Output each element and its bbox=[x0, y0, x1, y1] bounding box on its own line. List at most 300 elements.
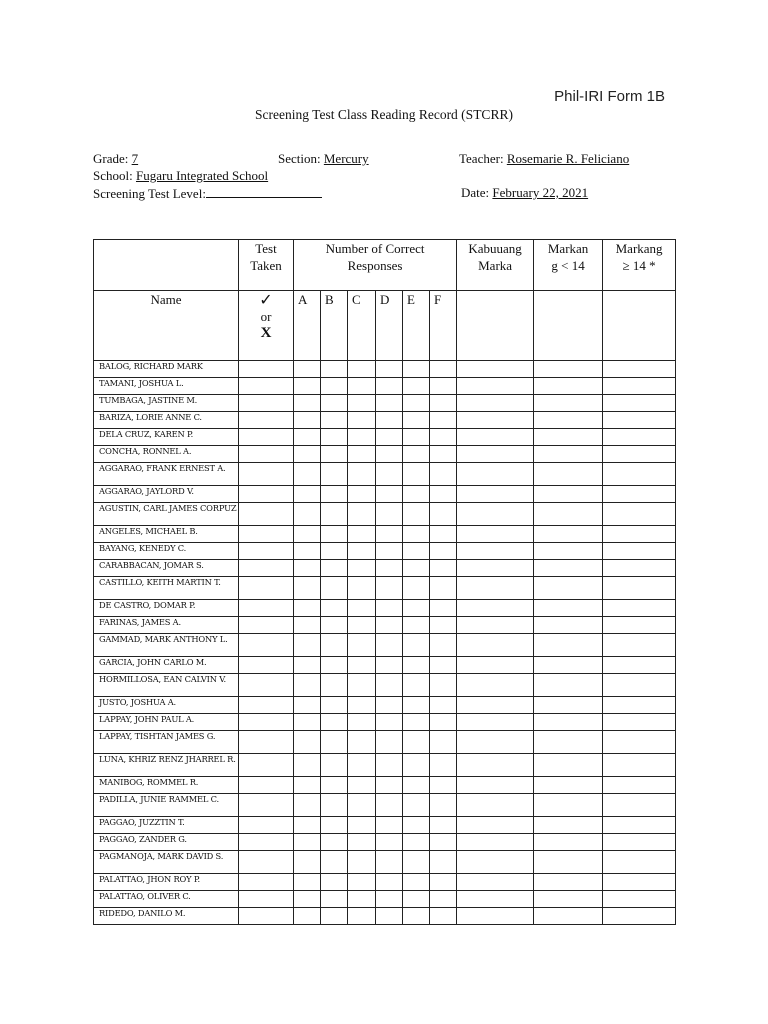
response-a-cell[interactable] bbox=[294, 543, 321, 560]
score-14-plus-cell[interactable] bbox=[603, 817, 676, 834]
response-a-cell[interactable] bbox=[294, 634, 321, 657]
response-c-cell[interactable] bbox=[348, 463, 376, 486]
score-14-plus-cell[interactable] bbox=[603, 577, 676, 600]
test-taken-cell[interactable] bbox=[239, 908, 294, 925]
response-c-cell[interactable] bbox=[348, 378, 376, 395]
response-b-cell[interactable] bbox=[321, 446, 348, 463]
total-score-cell[interactable] bbox=[457, 851, 534, 874]
score-14-plus-cell[interactable] bbox=[603, 714, 676, 731]
response-f-cell[interactable] bbox=[430, 777, 457, 794]
response-d-cell[interactable] bbox=[376, 657, 403, 674]
test-taken-cell[interactable] bbox=[239, 395, 294, 412]
response-f-cell[interactable] bbox=[430, 891, 457, 908]
response-b-cell[interactable] bbox=[321, 412, 348, 429]
total-score-cell[interactable] bbox=[457, 891, 534, 908]
score-below-14-cell[interactable] bbox=[534, 361, 603, 378]
response-d-cell[interactable] bbox=[376, 874, 403, 891]
response-e-cell[interactable] bbox=[403, 754, 430, 777]
response-e-cell[interactable] bbox=[403, 577, 430, 600]
score-14-plus-cell[interactable] bbox=[603, 908, 676, 925]
score-14-plus-cell[interactable] bbox=[603, 361, 676, 378]
total-score-cell[interactable] bbox=[457, 526, 534, 543]
response-e-cell[interactable] bbox=[403, 486, 430, 503]
response-a-cell[interactable] bbox=[294, 577, 321, 600]
score-below-14-cell[interactable] bbox=[534, 731, 603, 754]
response-b-cell[interactable] bbox=[321, 526, 348, 543]
total-score-cell[interactable] bbox=[457, 412, 534, 429]
response-c-cell[interactable] bbox=[348, 834, 376, 851]
score-below-14-cell[interactable] bbox=[534, 617, 603, 634]
test-taken-cell[interactable] bbox=[239, 412, 294, 429]
response-f-cell[interactable] bbox=[430, 526, 457, 543]
score-below-14-cell[interactable] bbox=[534, 560, 603, 577]
total-score-cell[interactable] bbox=[457, 543, 534, 560]
response-d-cell[interactable] bbox=[376, 851, 403, 874]
total-score-cell[interactable] bbox=[457, 834, 534, 851]
response-e-cell[interactable] bbox=[403, 891, 430, 908]
response-f-cell[interactable] bbox=[430, 834, 457, 851]
response-c-cell[interactable] bbox=[348, 674, 376, 697]
test-taken-cell[interactable] bbox=[239, 714, 294, 731]
response-c-cell[interactable] bbox=[348, 817, 376, 834]
response-e-cell[interactable] bbox=[403, 874, 430, 891]
score-below-14-cell[interactable] bbox=[534, 412, 603, 429]
response-a-cell[interactable] bbox=[294, 657, 321, 674]
total-score-cell[interactable] bbox=[457, 697, 534, 714]
response-e-cell[interactable] bbox=[403, 634, 430, 657]
score-14-plus-cell[interactable] bbox=[603, 731, 676, 754]
response-c-cell[interactable] bbox=[348, 361, 376, 378]
score-14-plus-cell[interactable] bbox=[603, 600, 676, 617]
response-e-cell[interactable] bbox=[403, 600, 430, 617]
total-score-cell[interactable] bbox=[457, 617, 534, 634]
response-a-cell[interactable] bbox=[294, 395, 321, 412]
response-e-cell[interactable] bbox=[403, 657, 430, 674]
response-d-cell[interactable] bbox=[376, 577, 403, 600]
response-a-cell[interactable] bbox=[294, 560, 321, 577]
response-e-cell[interactable] bbox=[403, 794, 430, 817]
response-b-cell[interactable] bbox=[321, 731, 348, 754]
response-f-cell[interactable] bbox=[430, 817, 457, 834]
score-below-14-cell[interactable] bbox=[534, 600, 603, 617]
score-14-plus-cell[interactable] bbox=[603, 657, 676, 674]
response-a-cell[interactable] bbox=[294, 378, 321, 395]
score-below-14-cell[interactable] bbox=[534, 446, 603, 463]
response-d-cell[interactable] bbox=[376, 395, 403, 412]
test-taken-cell[interactable] bbox=[239, 851, 294, 874]
response-a-cell[interactable] bbox=[294, 908, 321, 925]
score-below-14-cell[interactable] bbox=[534, 378, 603, 395]
response-d-cell[interactable] bbox=[376, 817, 403, 834]
test-taken-cell[interactable] bbox=[239, 674, 294, 697]
response-e-cell[interactable] bbox=[403, 395, 430, 412]
score-14-plus-cell[interactable] bbox=[603, 560, 676, 577]
test-taken-cell[interactable] bbox=[239, 600, 294, 617]
total-score-cell[interactable] bbox=[457, 378, 534, 395]
test-taken-cell[interactable] bbox=[239, 463, 294, 486]
response-c-cell[interactable] bbox=[348, 577, 376, 600]
response-b-cell[interactable] bbox=[321, 617, 348, 634]
response-d-cell[interactable] bbox=[376, 794, 403, 817]
response-d-cell[interactable] bbox=[376, 891, 403, 908]
score-14-plus-cell[interactable] bbox=[603, 697, 676, 714]
test-taken-cell[interactable] bbox=[239, 891, 294, 908]
test-taken-cell[interactable] bbox=[239, 874, 294, 891]
response-c-cell[interactable] bbox=[348, 754, 376, 777]
response-a-cell[interactable] bbox=[294, 486, 321, 503]
score-below-14-cell[interactable] bbox=[534, 503, 603, 526]
total-score-cell[interactable] bbox=[457, 395, 534, 412]
response-f-cell[interactable] bbox=[430, 874, 457, 891]
response-c-cell[interactable] bbox=[348, 891, 376, 908]
response-a-cell[interactable] bbox=[294, 412, 321, 429]
response-a-cell[interactable] bbox=[294, 851, 321, 874]
score-14-plus-cell[interactable] bbox=[603, 851, 676, 874]
response-f-cell[interactable] bbox=[430, 674, 457, 697]
score-14-plus-cell[interactable] bbox=[603, 794, 676, 817]
response-b-cell[interactable] bbox=[321, 891, 348, 908]
response-f-cell[interactable] bbox=[430, 463, 457, 486]
response-f-cell[interactable] bbox=[430, 600, 457, 617]
score-below-14-cell[interactable] bbox=[534, 577, 603, 600]
response-f-cell[interactable] bbox=[430, 361, 457, 378]
response-c-cell[interactable] bbox=[348, 503, 376, 526]
score-below-14-cell[interactable] bbox=[534, 714, 603, 731]
response-e-cell[interactable] bbox=[403, 617, 430, 634]
response-f-cell[interactable] bbox=[430, 794, 457, 817]
response-c-cell[interactable] bbox=[348, 908, 376, 925]
response-d-cell[interactable] bbox=[376, 378, 403, 395]
response-f-cell[interactable] bbox=[430, 395, 457, 412]
response-e-cell[interactable] bbox=[403, 674, 430, 697]
score-14-plus-cell[interactable] bbox=[603, 503, 676, 526]
response-f-cell[interactable] bbox=[430, 503, 457, 526]
response-b-cell[interactable] bbox=[321, 463, 348, 486]
total-score-cell[interactable] bbox=[457, 600, 534, 617]
response-a-cell[interactable] bbox=[294, 600, 321, 617]
response-c-cell[interactable] bbox=[348, 874, 376, 891]
response-d-cell[interactable] bbox=[376, 543, 403, 560]
response-e-cell[interactable] bbox=[403, 817, 430, 834]
response-c-cell[interactable] bbox=[348, 617, 376, 634]
score-below-14-cell[interactable] bbox=[534, 817, 603, 834]
score-14-plus-cell[interactable] bbox=[603, 674, 676, 697]
response-b-cell[interactable] bbox=[321, 851, 348, 874]
score-14-plus-cell[interactable] bbox=[603, 891, 676, 908]
score-14-plus-cell[interactable] bbox=[603, 486, 676, 503]
response-c-cell[interactable] bbox=[348, 395, 376, 412]
response-a-cell[interactable] bbox=[294, 503, 321, 526]
total-score-cell[interactable] bbox=[457, 908, 534, 925]
response-a-cell[interactable] bbox=[294, 794, 321, 817]
total-score-cell[interactable] bbox=[457, 674, 534, 697]
response-b-cell[interactable] bbox=[321, 874, 348, 891]
response-c-cell[interactable] bbox=[348, 634, 376, 657]
response-c-cell[interactable] bbox=[348, 657, 376, 674]
response-b-cell[interactable] bbox=[321, 794, 348, 817]
score-14-plus-cell[interactable] bbox=[603, 412, 676, 429]
score-14-plus-cell[interactable] bbox=[603, 378, 676, 395]
response-e-cell[interactable] bbox=[403, 412, 430, 429]
response-a-cell[interactable] bbox=[294, 817, 321, 834]
response-b-cell[interactable] bbox=[321, 543, 348, 560]
response-f-cell[interactable] bbox=[430, 634, 457, 657]
response-e-cell[interactable] bbox=[403, 908, 430, 925]
response-d-cell[interactable] bbox=[376, 486, 403, 503]
response-d-cell[interactable] bbox=[376, 446, 403, 463]
response-c-cell[interactable] bbox=[348, 600, 376, 617]
score-below-14-cell[interactable] bbox=[534, 754, 603, 777]
response-d-cell[interactable] bbox=[376, 777, 403, 794]
response-f-cell[interactable] bbox=[430, 851, 457, 874]
response-a-cell[interactable] bbox=[294, 446, 321, 463]
test-taken-cell[interactable] bbox=[239, 777, 294, 794]
response-d-cell[interactable] bbox=[376, 412, 403, 429]
response-b-cell[interactable] bbox=[321, 754, 348, 777]
response-f-cell[interactable] bbox=[430, 754, 457, 777]
response-c-cell[interactable] bbox=[348, 543, 376, 560]
response-c-cell[interactable] bbox=[348, 851, 376, 874]
response-a-cell[interactable] bbox=[294, 754, 321, 777]
response-d-cell[interactable] bbox=[376, 754, 403, 777]
response-d-cell[interactable] bbox=[376, 526, 403, 543]
total-score-cell[interactable] bbox=[457, 874, 534, 891]
response-e-cell[interactable] bbox=[403, 834, 430, 851]
response-b-cell[interactable] bbox=[321, 908, 348, 925]
response-f-cell[interactable] bbox=[430, 617, 457, 634]
response-c-cell[interactable] bbox=[348, 731, 376, 754]
score-14-plus-cell[interactable] bbox=[603, 543, 676, 560]
response-d-cell[interactable] bbox=[376, 714, 403, 731]
response-a-cell[interactable] bbox=[294, 697, 321, 714]
score-below-14-cell[interactable] bbox=[534, 851, 603, 874]
response-d-cell[interactable] bbox=[376, 634, 403, 657]
response-d-cell[interactable] bbox=[376, 908, 403, 925]
response-b-cell[interactable] bbox=[321, 560, 348, 577]
response-e-cell[interactable] bbox=[403, 526, 430, 543]
score-below-14-cell[interactable] bbox=[534, 834, 603, 851]
response-e-cell[interactable] bbox=[403, 777, 430, 794]
test-taken-cell[interactable] bbox=[239, 657, 294, 674]
test-taken-cell[interactable] bbox=[239, 429, 294, 446]
response-a-cell[interactable] bbox=[294, 674, 321, 697]
response-c-cell[interactable] bbox=[348, 412, 376, 429]
total-score-cell[interactable] bbox=[457, 560, 534, 577]
response-c-cell[interactable] bbox=[348, 560, 376, 577]
total-score-cell[interactable] bbox=[457, 463, 534, 486]
response-d-cell[interactable] bbox=[376, 361, 403, 378]
response-e-cell[interactable] bbox=[403, 361, 430, 378]
score-below-14-cell[interactable] bbox=[534, 777, 603, 794]
response-b-cell[interactable] bbox=[321, 634, 348, 657]
response-d-cell[interactable] bbox=[376, 697, 403, 714]
test-taken-cell[interactable] bbox=[239, 834, 294, 851]
response-d-cell[interactable] bbox=[376, 731, 403, 754]
test-taken-cell[interactable] bbox=[239, 361, 294, 378]
total-score-cell[interactable] bbox=[457, 446, 534, 463]
total-score-cell[interactable] bbox=[457, 486, 534, 503]
test-taken-cell[interactable] bbox=[239, 754, 294, 777]
test-taken-cell[interactable] bbox=[239, 794, 294, 817]
response-d-cell[interactable] bbox=[376, 560, 403, 577]
response-e-cell[interactable] bbox=[403, 731, 430, 754]
response-f-cell[interactable] bbox=[430, 560, 457, 577]
score-14-plus-cell[interactable] bbox=[603, 777, 676, 794]
response-b-cell[interactable] bbox=[321, 577, 348, 600]
score-14-plus-cell[interactable] bbox=[603, 617, 676, 634]
response-e-cell[interactable] bbox=[403, 697, 430, 714]
response-d-cell[interactable] bbox=[376, 503, 403, 526]
total-score-cell[interactable] bbox=[457, 361, 534, 378]
response-d-cell[interactable] bbox=[376, 674, 403, 697]
response-a-cell[interactable] bbox=[294, 891, 321, 908]
response-f-cell[interactable] bbox=[430, 657, 457, 674]
score-below-14-cell[interactable] bbox=[534, 463, 603, 486]
test-taken-cell[interactable] bbox=[239, 577, 294, 600]
response-d-cell[interactable] bbox=[376, 617, 403, 634]
score-below-14-cell[interactable] bbox=[534, 794, 603, 817]
response-a-cell[interactable] bbox=[294, 731, 321, 754]
response-b-cell[interactable] bbox=[321, 714, 348, 731]
total-score-cell[interactable] bbox=[457, 794, 534, 817]
response-e-cell[interactable] bbox=[403, 503, 430, 526]
response-b-cell[interactable] bbox=[321, 395, 348, 412]
response-d-cell[interactable] bbox=[376, 600, 403, 617]
score-below-14-cell[interactable] bbox=[534, 674, 603, 697]
score-14-plus-cell[interactable] bbox=[603, 395, 676, 412]
score-below-14-cell[interactable] bbox=[534, 634, 603, 657]
test-taken-cell[interactable] bbox=[239, 486, 294, 503]
score-below-14-cell[interactable] bbox=[534, 543, 603, 560]
response-e-cell[interactable] bbox=[403, 463, 430, 486]
score-below-14-cell[interactable] bbox=[534, 874, 603, 891]
test-taken-cell[interactable] bbox=[239, 543, 294, 560]
score-14-plus-cell[interactable] bbox=[603, 834, 676, 851]
response-f-cell[interactable] bbox=[430, 429, 457, 446]
response-b-cell[interactable] bbox=[321, 378, 348, 395]
total-score-cell[interactable] bbox=[457, 634, 534, 657]
response-f-cell[interactable] bbox=[430, 577, 457, 600]
test-taken-cell[interactable] bbox=[239, 560, 294, 577]
response-d-cell[interactable] bbox=[376, 463, 403, 486]
response-b-cell[interactable] bbox=[321, 697, 348, 714]
response-b-cell[interactable] bbox=[321, 817, 348, 834]
response-a-cell[interactable] bbox=[294, 361, 321, 378]
score-below-14-cell[interactable] bbox=[534, 486, 603, 503]
response-e-cell[interactable] bbox=[403, 543, 430, 560]
response-e-cell[interactable] bbox=[403, 714, 430, 731]
response-a-cell[interactable] bbox=[294, 874, 321, 891]
test-taken-cell[interactable] bbox=[239, 617, 294, 634]
score-14-plus-cell[interactable] bbox=[603, 634, 676, 657]
response-f-cell[interactable] bbox=[430, 378, 457, 395]
score-14-plus-cell[interactable] bbox=[603, 526, 676, 543]
total-score-cell[interactable] bbox=[457, 657, 534, 674]
response-c-cell[interactable] bbox=[348, 777, 376, 794]
response-e-cell[interactable] bbox=[403, 851, 430, 874]
response-b-cell[interactable] bbox=[321, 834, 348, 851]
total-score-cell[interactable] bbox=[457, 817, 534, 834]
response-a-cell[interactable] bbox=[294, 429, 321, 446]
response-f-cell[interactable] bbox=[430, 908, 457, 925]
total-score-cell[interactable] bbox=[457, 777, 534, 794]
score-14-plus-cell[interactable] bbox=[603, 446, 676, 463]
total-score-cell[interactable] bbox=[457, 577, 534, 600]
response-a-cell[interactable] bbox=[294, 526, 321, 543]
test-taken-cell[interactable] bbox=[239, 731, 294, 754]
total-score-cell[interactable] bbox=[457, 754, 534, 777]
response-e-cell[interactable] bbox=[403, 378, 430, 395]
score-14-plus-cell[interactable] bbox=[603, 754, 676, 777]
response-f-cell[interactable] bbox=[430, 412, 457, 429]
test-taken-cell[interactable] bbox=[239, 378, 294, 395]
score-below-14-cell[interactable] bbox=[534, 697, 603, 714]
test-taken-cell[interactable] bbox=[239, 503, 294, 526]
response-c-cell[interactable] bbox=[348, 486, 376, 503]
score-14-plus-cell[interactable] bbox=[603, 463, 676, 486]
test-taken-cell[interactable] bbox=[239, 697, 294, 714]
response-c-cell[interactable] bbox=[348, 697, 376, 714]
response-c-cell[interactable] bbox=[348, 794, 376, 817]
response-e-cell[interactable] bbox=[403, 429, 430, 446]
score-below-14-cell[interactable] bbox=[534, 891, 603, 908]
test-taken-cell[interactable] bbox=[239, 526, 294, 543]
response-f-cell[interactable] bbox=[430, 486, 457, 503]
response-a-cell[interactable] bbox=[294, 714, 321, 731]
score-below-14-cell[interactable] bbox=[534, 429, 603, 446]
response-d-cell[interactable] bbox=[376, 429, 403, 446]
score-below-14-cell[interactable] bbox=[534, 657, 603, 674]
response-b-cell[interactable] bbox=[321, 361, 348, 378]
total-score-cell[interactable] bbox=[457, 731, 534, 754]
response-b-cell[interactable] bbox=[321, 486, 348, 503]
test-taken-cell[interactable] bbox=[239, 634, 294, 657]
response-a-cell[interactable] bbox=[294, 463, 321, 486]
response-b-cell[interactable] bbox=[321, 674, 348, 697]
response-f-cell[interactable] bbox=[430, 697, 457, 714]
total-score-cell[interactable] bbox=[457, 429, 534, 446]
total-score-cell[interactable] bbox=[457, 714, 534, 731]
response-c-cell[interactable] bbox=[348, 446, 376, 463]
response-a-cell[interactable] bbox=[294, 617, 321, 634]
score-below-14-cell[interactable] bbox=[534, 526, 603, 543]
response-b-cell[interactable] bbox=[321, 657, 348, 674]
response-f-cell[interactable] bbox=[430, 731, 457, 754]
response-f-cell[interactable] bbox=[430, 446, 457, 463]
response-c-cell[interactable] bbox=[348, 714, 376, 731]
response-b-cell[interactable] bbox=[321, 429, 348, 446]
response-b-cell[interactable] bbox=[321, 600, 348, 617]
test-taken-cell[interactable] bbox=[239, 446, 294, 463]
response-c-cell[interactable] bbox=[348, 526, 376, 543]
score-14-plus-cell[interactable] bbox=[603, 874, 676, 891]
response-e-cell[interactable] bbox=[403, 560, 430, 577]
test-taken-cell[interactable] bbox=[239, 817, 294, 834]
score-14-plus-cell[interactable] bbox=[603, 429, 676, 446]
total-score-cell[interactable] bbox=[457, 503, 534, 526]
response-b-cell[interactable] bbox=[321, 777, 348, 794]
response-b-cell[interactable] bbox=[321, 503, 348, 526]
response-a-cell[interactable] bbox=[294, 834, 321, 851]
response-f-cell[interactable] bbox=[430, 714, 457, 731]
response-f-cell[interactable] bbox=[430, 543, 457, 560]
response-e-cell[interactable] bbox=[403, 446, 430, 463]
response-d-cell[interactable] bbox=[376, 834, 403, 851]
response-a-cell[interactable] bbox=[294, 777, 321, 794]
response-c-cell[interactable] bbox=[348, 429, 376, 446]
score-below-14-cell[interactable] bbox=[534, 395, 603, 412]
score-below-14-cell[interactable] bbox=[534, 908, 603, 925]
